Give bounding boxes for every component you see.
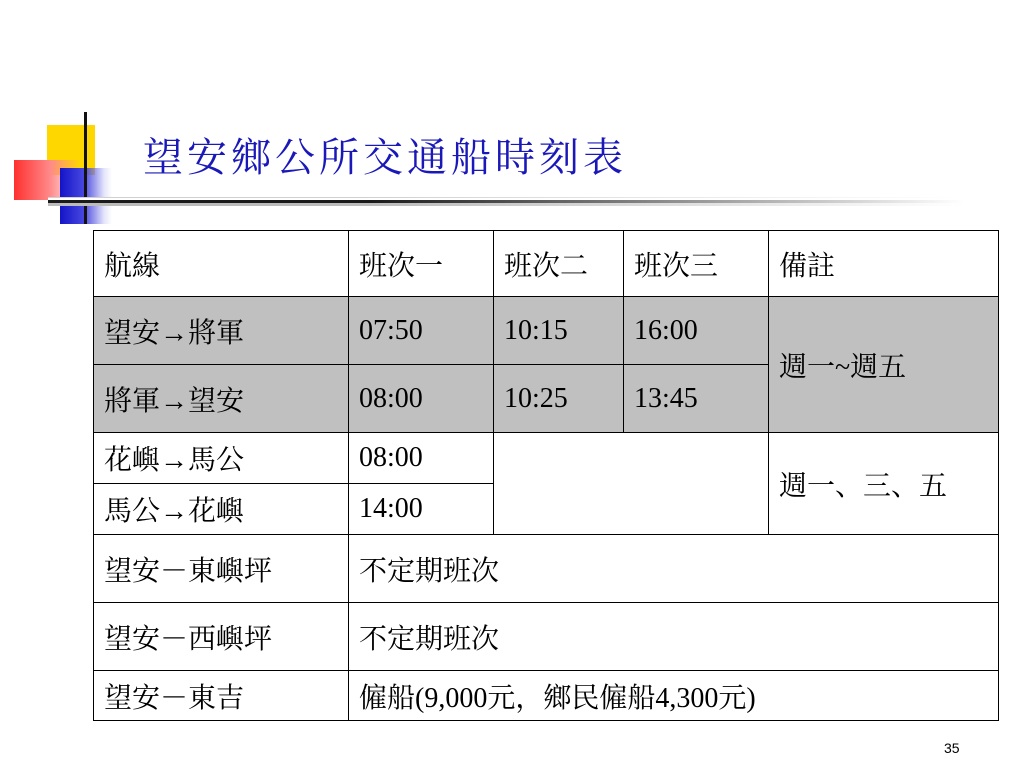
service-cell: 不定期班次 — [349, 535, 999, 603]
trip1-cell: 07:50 — [349, 297, 494, 365]
header-cell-trip1: 班次一 — [349, 231, 494, 297]
service-cell: 不定期班次 — [349, 603, 999, 671]
table-row — [94, 603, 999, 671]
trip2-cell: 10:25 — [494, 365, 624, 433]
route-cell: 望安－東吉 — [94, 671, 349, 721]
route-cell: 望安→將軍 — [94, 297, 349, 365]
title-underline — [48, 197, 964, 206]
table-row — [94, 297, 999, 365]
boat-timetable — [93, 230, 999, 721]
table-header-row — [94, 231, 999, 297]
title-ornament-vertical-line — [84, 112, 87, 224]
empty-trip-cell — [494, 433, 769, 535]
notes-cell-jiangjun: 週一~週五 — [769, 297, 999, 433]
trip1-cell: 08:00 — [349, 365, 494, 433]
header-cell-notes: 備註 — [769, 231, 999, 297]
header-cell-trip3: 班次三 — [624, 231, 769, 297]
trip1-cell: 08:00 — [349, 433, 494, 484]
slide-title: 望安鄉公所交通船時刻表 — [143, 135, 627, 181]
route-cell: 將軍→望安 — [94, 365, 349, 433]
table-row — [94, 535, 999, 603]
route-cell: 望安－西嶼坪 — [94, 603, 349, 671]
service-cell: 僱船(9,000元，鄉民僱船4,300元) — [349, 671, 999, 721]
trip2-cell: 10:15 — [494, 297, 624, 365]
header-cell-trip2: 班次二 — [494, 231, 624, 297]
trip3-cell: 13:45 — [624, 365, 769, 433]
notes-cell-huayu: 週一、三、五 — [769, 433, 999, 535]
header-cell-route: 航線 — [94, 231, 349, 297]
table-row — [94, 433, 999, 484]
route-cell: 望安－東嶼坪 — [94, 535, 349, 603]
route-cell: 花嶼→馬公 — [94, 433, 349, 484]
trip3-cell: 16:00 — [624, 297, 769, 365]
table-row — [94, 671, 999, 721]
route-cell: 馬公→花嶼 — [94, 484, 349, 535]
trip1-cell: 14:00 — [349, 484, 494, 535]
page-number: 35 — [944, 740, 960, 756]
